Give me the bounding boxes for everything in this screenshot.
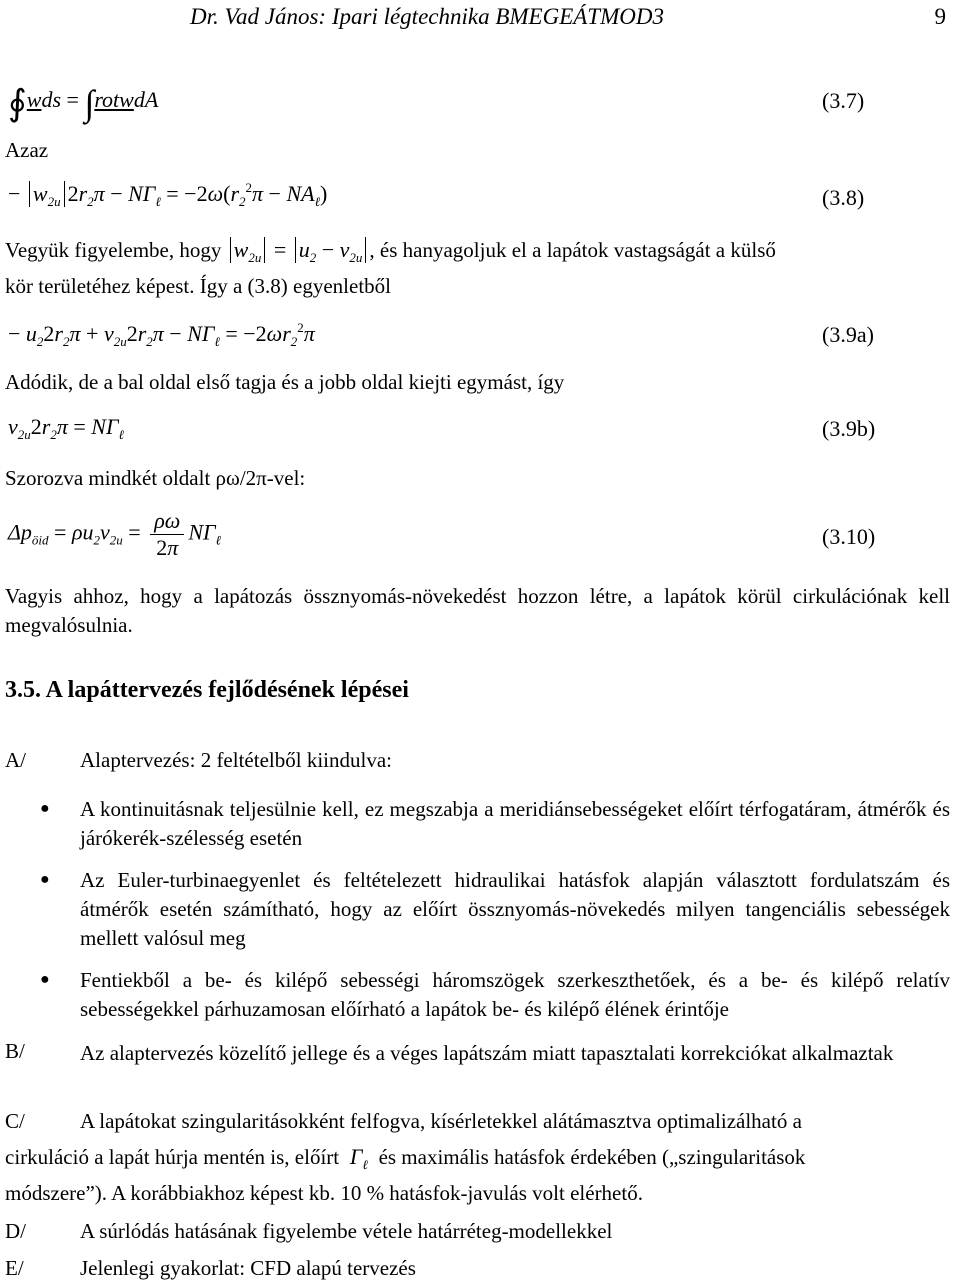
- item-a-label: A/: [5, 748, 26, 772]
- equation-3-7: ∮wds = ∫rotwdA: [8, 83, 159, 123]
- text-adodik: Adódik, de a bal oldal első tagja és a jobb oldal kiejti egymást, így: [5, 370, 565, 394]
- text-vegyuk-line2: kör területéhez képest. Így a (3.8) egyenletből: [5, 274, 392, 298]
- item-c-text-2b: és maximális hatásfok érdekében („szingularitások: [378, 1145, 806, 1169]
- equation-3-10: $\Delta p_{öid} = \rho u_2v_{2u}$ = $\frac{\rho\omega}{2\pi}$ $N\Gamma_\ell$: [8, 508, 221, 560]
- equation-number-3-7: (3.7): [822, 88, 865, 113]
- item-c-line2: [5, 1144, 805, 1173]
- equation-number-3-10: (3.10): [822, 524, 876, 549]
- bullet-2-text: Az Euler-turbinaegyenlet és feltételezett hidraulikai hatásfok alapján választott fordulatszám és átmérők esetén számítható, hogy az előírt össznyomás-növekedés milyen tangenciális sebességek mellett valósul meg: [80, 868, 950, 950]
- equation-3-8: − $w_{2u}$ $2r_2\pi - N\Gamma_\ell = -2\omega(r_2^2\pi - NA_\ell)$: [8, 180, 328, 209]
- section-title: 3.5. A lapáttervezés fejlődésének lépései: [5, 677, 409, 703]
- item-b-text: Az alaptervezés közelítő jellege és a véges lapátszám miatt tapasztalati korrekciókat alkalmaztak: [80, 1041, 894, 1065]
- bullet-1-text: A kontinuitásnak teljesülnie kell, ez megszabja a meridiánsebességeket előírt térfogatáram, átmérők és járókerék-szélesség esetén: [80, 797, 950, 850]
- item-e-label: E/: [5, 1256, 24, 1280]
- equation-number-3-9a: (3.9a): [822, 322, 874, 347]
- item-c-text-1: A lapátokat szingularitásokként felfogva, kísérletekkel alátámasztva optimalizálható a: [80, 1109, 802, 1133]
- item-d-text: A súrlódás hatásának figyelembe vétele határréteg-modellekkel: [80, 1219, 613, 1243]
- item-a-text: Alaptervezés: 2 feltételből kiindulva:: [80, 748, 392, 772]
- text-azaz: Azaz: [5, 138, 49, 162]
- equation-number-3-8: (3.8): [822, 185, 865, 210]
- equation-inline-w2u: $w_{2u} = u_2 - v_{2u}$: [227, 237, 370, 262]
- gamma-l-symbol: $\Gamma_\ell$: [344, 1144, 368, 1172]
- text-vegyuk-b: , és hanyagoljuk el a lapátok vastagságát a külső: [369, 238, 776, 262]
- bullet-icon: ●: [40, 871, 50, 888]
- item-c-label: C/: [5, 1109, 25, 1133]
- page-number: 9: [934, 4, 946, 29]
- equation-3-9b: $v_{2u}2r_2\pi = N\Gamma_\ell$: [8, 414, 124, 442]
- item-d-label: D/: [5, 1219, 26, 1243]
- bullet-icon: ●: [40, 971, 50, 988]
- item-b-label: B/: [5, 1039, 25, 1063]
- text-vagyis: Vagyis ahhoz, hogy a lapátozás össznyomás-növekedést hozzon létre, a lapátok körül cirkulációnak kell megvalósulnia.: [5, 584, 950, 637]
- text-vegyuk-line1: [5, 237, 955, 266]
- item-c-text-3: módszere”). A korábbiakhoz képest kb. 10 % hatásfok-javulás volt elérhető.: [5, 1181, 643, 1205]
- bullet-icon: ●: [40, 800, 50, 817]
- equation-3-9a: − $u_22r_2\pi + v_{2u}2r_2\pi - N\Gamma_\ell = -2\omega r_2^2\pi$: [8, 320, 315, 349]
- equation-number-3-9b: (3.9b): [822, 416, 876, 441]
- text-vegyuk-a: Vegyük figyelembe, hogy: [5, 238, 222, 262]
- item-e-text: Jelenlegi gyakorlat: CFD alapú tervezés: [80, 1256, 416, 1280]
- text-szorozva: Szorozva mindkét oldalt ρω/2π-vel:: [5, 466, 306, 490]
- bullet-3-text: Fentiekből a be- és kilépő sebességi háromszögek szerkeszthetőek, és a be- és kilépő relatív sebességekkel párhuzamosan előírható a lapátok be- és kilépő élének érintője: [80, 968, 950, 1021]
- item-c-text-2a: cirkuláció a lapát húrja mentén is, előírt: [5, 1145, 340, 1169]
- page-header-title: Dr. Vad János: Ipari légtechnika BMEGEÁTMOD3: [190, 4, 664, 29]
